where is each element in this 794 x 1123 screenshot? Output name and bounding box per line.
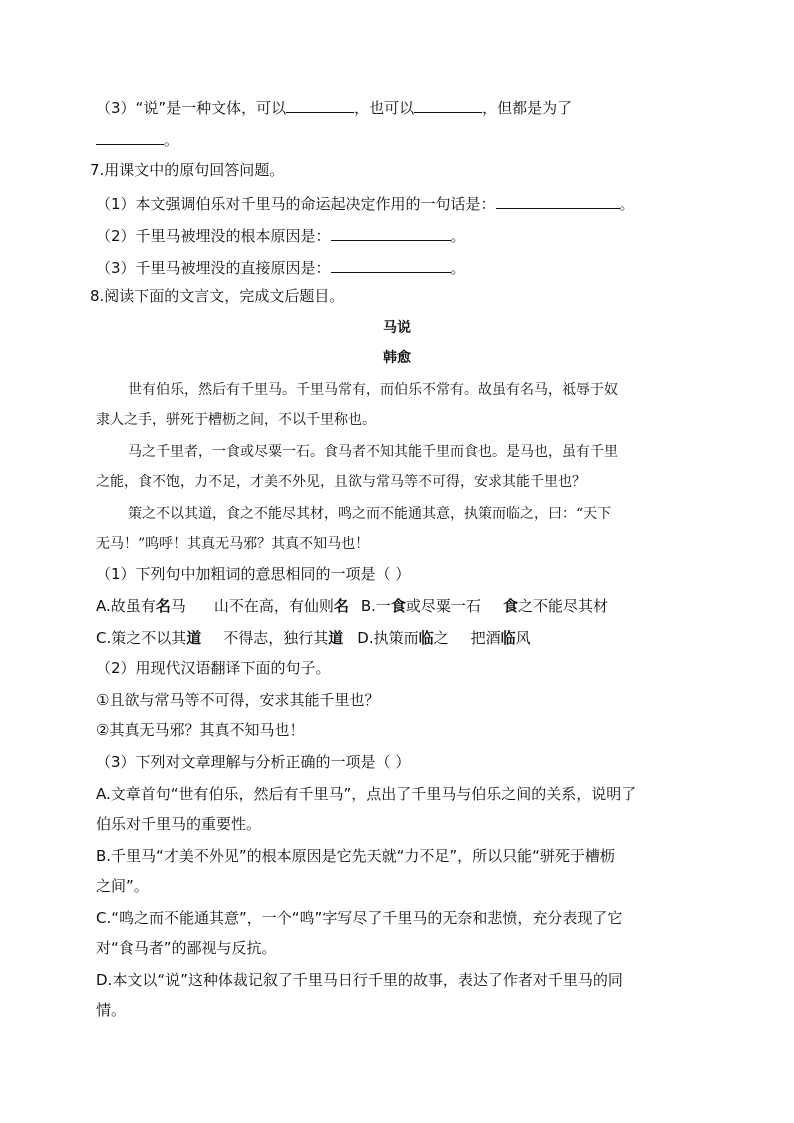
q7-item2-text: （2）千里马被埋没的根本原因是： bbox=[96, 227, 331, 245]
q6-item3-text-b: ，也可以 bbox=[354, 99, 415, 117]
option-d-text4: 风 bbox=[515, 629, 531, 647]
passage-p1-line1: 世有伯乐，然后有千里马。千里马常有，而伯乐不常有。故虽有名马，祗辱于奴 bbox=[128, 382, 618, 398]
passage-title: 马说 bbox=[383, 320, 411, 336]
option-d-bold: 临 bbox=[418, 629, 434, 647]
option-a-text2: 马 bbox=[170, 597, 186, 615]
answer-blank[interactable] bbox=[496, 192, 620, 209]
q8-sub1-stem: （1）下列句中加粗词的意思相同的一项是（ ） bbox=[96, 565, 411, 583]
q8-sub3-option-a-line1[interactable]: A.文章首句“世有伯乐，然后有千里马”，点出了千里马与伯乐之间的关系，说明了 bbox=[96, 785, 637, 803]
q8-sub2-sentence1: ①且欲与常马等不可得，安求其能千里也？ bbox=[96, 691, 380, 709]
q8-title: 8.阅读下面的文言文，完成文后题目。 bbox=[90, 287, 345, 305]
passage-p2-line2: 之能，食不饱，力不足，才美不外见，且欲与常马等不可得，安求其能千里也？ bbox=[96, 474, 586, 490]
option-c-text: C.策之不以其 bbox=[96, 629, 187, 647]
q7-item3 bbox=[96, 256, 466, 278]
answer-blank[interactable] bbox=[331, 224, 451, 241]
q8-sub3-option-b-line2: 之间”。 bbox=[96, 877, 149, 895]
q7-item3-end: 。 bbox=[450, 259, 466, 277]
option-d-text: D.执策而 bbox=[357, 629, 419, 647]
passage-author: 韩愈 bbox=[383, 350, 411, 366]
option-c-bold: 道 bbox=[186, 629, 202, 647]
option-a-text3: 山不在高，有仙则 bbox=[213, 597, 334, 615]
q6-item3-line1 bbox=[96, 96, 572, 118]
q6-item3-text-c: ，但都是为了 bbox=[482, 99, 573, 117]
q8-sub3-option-d-line2: 情。 bbox=[96, 1001, 127, 1019]
q7-item1-text: （1）本文强调伯乐对千里马的命运起决定作用的一句话是： bbox=[96, 195, 496, 213]
passage-p2-line1: 马之千里者，一食或尽粟一石。食马者不知其能千里而食也。是马也，虽有千里 bbox=[128, 444, 618, 460]
answer-blank[interactable] bbox=[286, 96, 354, 113]
q7-item2-end: 。 bbox=[450, 227, 466, 245]
q8-sub3-option-d-line1[interactable]: D.本文以“说”这种体裁记叙了千里马日行千里的故事，表达了作者对千里马的同 bbox=[96, 971, 623, 989]
q8-sub3-option-b-line1[interactable]: B.千里马“才美不外见”的根本原因是它先天就“力不足”，所以只能“骈死于槽枥 bbox=[96, 847, 615, 865]
q6-item3-text-d: 。 bbox=[164, 131, 180, 149]
q8-sub2-sentence2: ②其真无马邪？其真不知马也！ bbox=[96, 721, 305, 739]
option-d-bold2: 临 bbox=[500, 629, 516, 647]
passage-p3-line1: 策之不以其道，食之不能尽其材，鸣之而不能通其意，执策而临之，曰：“天下 bbox=[128, 506, 612, 522]
option-d[interactable] bbox=[357, 629, 530, 647]
q8-sub2-stem: （2）用现代汉语翻译下面的句子。 bbox=[96, 659, 331, 677]
answer-blank[interactable] bbox=[96, 128, 164, 145]
option-b-bold: 食 bbox=[390, 597, 406, 615]
q7-item3-text: （3）千里马被埋没的直接原因是： bbox=[96, 259, 331, 277]
q6-item3-text-a: （3）“说”是一种文体，可以 bbox=[96, 99, 287, 117]
q8-sub1-options-ab bbox=[96, 596, 608, 616]
option-b-text: B.一 bbox=[360, 597, 391, 615]
q8-sub3-stem: （3）下列对文章理解与分析正确的一项是（ ） bbox=[96, 753, 411, 771]
passage-p1-line2: 隶人之手，骈死于槽枥之间，不以千里称也。 bbox=[96, 412, 376, 428]
q7-item1-end: 。 bbox=[619, 195, 635, 213]
option-a-bold: 名 bbox=[155, 597, 171, 615]
option-d-text2: 之 bbox=[433, 629, 449, 647]
q6-item3-line2 bbox=[96, 128, 179, 150]
q7-title: 7.用课文中的原句回答问题。 bbox=[90, 161, 285, 179]
q7-item2 bbox=[96, 224, 466, 246]
option-c-text2: 不得志，独行其 bbox=[223, 629, 329, 647]
option-a[interactable] bbox=[96, 597, 349, 615]
answer-blank[interactable] bbox=[331, 256, 451, 273]
option-b-text2: 或尽粟一石 bbox=[405, 597, 481, 615]
option-c[interactable] bbox=[96, 629, 343, 647]
option-b-bold2: 食 bbox=[502, 597, 518, 615]
q8-sub1-options-cd bbox=[96, 628, 531, 648]
passage-p3-line2: 无马！”呜呼！其真无马邪？其真不知马也！ bbox=[96, 536, 370, 552]
option-d-text3: 把酒 bbox=[470, 629, 501, 647]
q8-sub3-option-a-line2: 伯乐对千里马的重要性。 bbox=[96, 815, 262, 833]
q7-item1 bbox=[96, 192, 635, 214]
option-b[interactable] bbox=[361, 597, 608, 615]
option-a-text: A.故虽有 bbox=[96, 597, 156, 615]
option-a-bold2: 名 bbox=[333, 597, 349, 615]
option-b-text3: 之不能尽其材 bbox=[517, 597, 608, 615]
q8-sub3-option-c-line1[interactable]: C.“鸣之而不能通其意”，一个“鸣”字写尽了千里马的无奈和悲愤，充分表现了它 bbox=[96, 909, 623, 927]
answer-blank[interactable] bbox=[414, 96, 482, 113]
option-c-bold2: 道 bbox=[328, 629, 344, 647]
q8-sub3-option-c-line2: 对“食马者”的鄙视与反抗。 bbox=[96, 939, 277, 957]
